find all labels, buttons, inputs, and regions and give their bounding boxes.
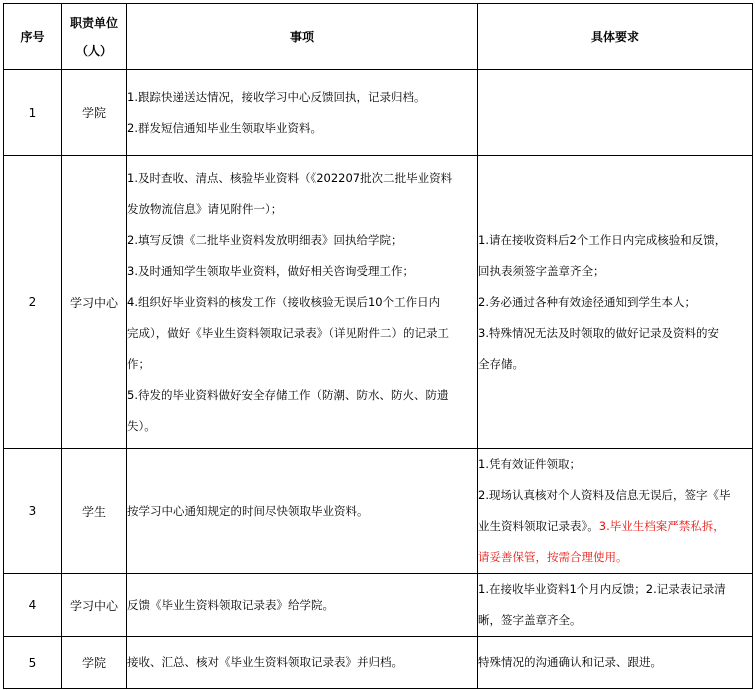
req-line: 回执表须签字盖章齐全；	[478, 263, 605, 278]
row-unit: 学院	[62, 637, 127, 689]
row-no: 2	[4, 156, 62, 449]
row-no: 4	[4, 574, 62, 637]
row-unit: 学院	[62, 70, 127, 156]
row-unit: 学生	[62, 449, 127, 574]
header-requirements: 具体要求	[478, 4, 753, 70]
req-text: 业生资料领取记录表》。	[478, 519, 599, 533]
header-unit	[62, 4, 127, 70]
matter-line: 完成），做好《毕业生资料领取记录表》（详见附件二）的记录工	[127, 325, 449, 340]
req-line: 2.务必通过各种有效途径通知到学生本人；	[478, 294, 696, 309]
matter-line: 2.填写反馈《二批毕业资料发放明细表》回执给学院；	[127, 232, 403, 247]
matter-line: 作；	[127, 356, 150, 371]
row-no: 3	[4, 449, 62, 574]
table-row	[4, 449, 753, 574]
row-matter	[127, 449, 478, 574]
red-warning-line: 请妥善保管，按需合理使用。	[478, 550, 628, 564]
req-line: 特殊情况的沟通确认和记录、跟进。	[478, 655, 662, 669]
matter-line: 2.群发短信通知毕业生领取毕业资料。	[127, 120, 322, 135]
matter-line: 接收、汇总、核对《毕业生资料领取记录表》并归档。	[127, 655, 403, 669]
row-unit: 学习中心	[62, 574, 127, 637]
matter-line: 5.待发的毕业资料做好安全存储工作（防潮、防水、防火、防遗	[127, 387, 449, 402]
responsibility-table	[3, 3, 753, 689]
req-line: 2.现场认真核对个人资料及信息无误后，签字《毕	[478, 488, 731, 502]
row-requirements	[478, 156, 753, 449]
req-line: 1.在接收毕业资料1个月内反馈；2.记录表记录清	[478, 582, 726, 596]
header-unit-line1: 职责单位	[69, 15, 118, 30]
row-requirements	[478, 574, 753, 637]
req-line	[478, 511, 752, 542]
matter-line: 1.及时查收、清点、核验毕业资料（《202207批次二批毕业资料	[127, 170, 453, 185]
table-row	[4, 574, 753, 637]
row-matter	[127, 637, 478, 689]
row-matter	[127, 70, 478, 156]
header-matter: 事项	[127, 4, 478, 70]
matter-line: 反馈《毕业生资料领取记录表》给学院。	[127, 597, 334, 612]
matter-line: 发放物流信息》请见附件一）；	[127, 201, 283, 216]
matter-line: 4.组织好毕业资料的核发工作（接收核验无误后10个工作日内	[127, 294, 441, 309]
matter-line: 按学习中心通知规定的时间尽快领取毕业资料。	[127, 503, 369, 518]
req-line: 1.请在接收资料后2个工作日内完成核验和反馈，	[478, 232, 727, 247]
row-no: 5	[4, 637, 62, 689]
row-requirements	[478, 637, 753, 689]
matter-line: 1.跟踪快递送达情况，接收学习中心反馈回执，记录归档。	[127, 89, 426, 104]
req-line: 3.特殊情况无法及时领取的做好记录及资料的安	[478, 325, 719, 340]
table-row	[4, 637, 753, 689]
table-row	[4, 156, 753, 449]
req-line: 1.凭有效证件领取；	[478, 457, 581, 471]
req-line: 全存储。	[478, 356, 524, 371]
row-matter	[127, 574, 478, 637]
red-warning-text: 3.毕业生档案严禁私拆，	[598, 519, 725, 533]
table-row	[4, 70, 753, 156]
header-unit-line2: （人）	[75, 43, 112, 58]
matter-line: 失）。	[127, 418, 156, 433]
matter-line: 3.及时通知学生领取毕业资料，做好相关咨询受理工作；	[127, 263, 414, 278]
req-line: 晰，签字盖章齐全。	[478, 613, 582, 627]
row-requirements	[478, 449, 753, 574]
header-row	[4, 4, 753, 70]
row-requirements	[478, 70, 753, 156]
row-matter	[127, 156, 478, 449]
row-no: 1	[4, 70, 62, 156]
header-no: 序号	[4, 4, 62, 70]
row-unit: 学习中心	[62, 156, 127, 449]
